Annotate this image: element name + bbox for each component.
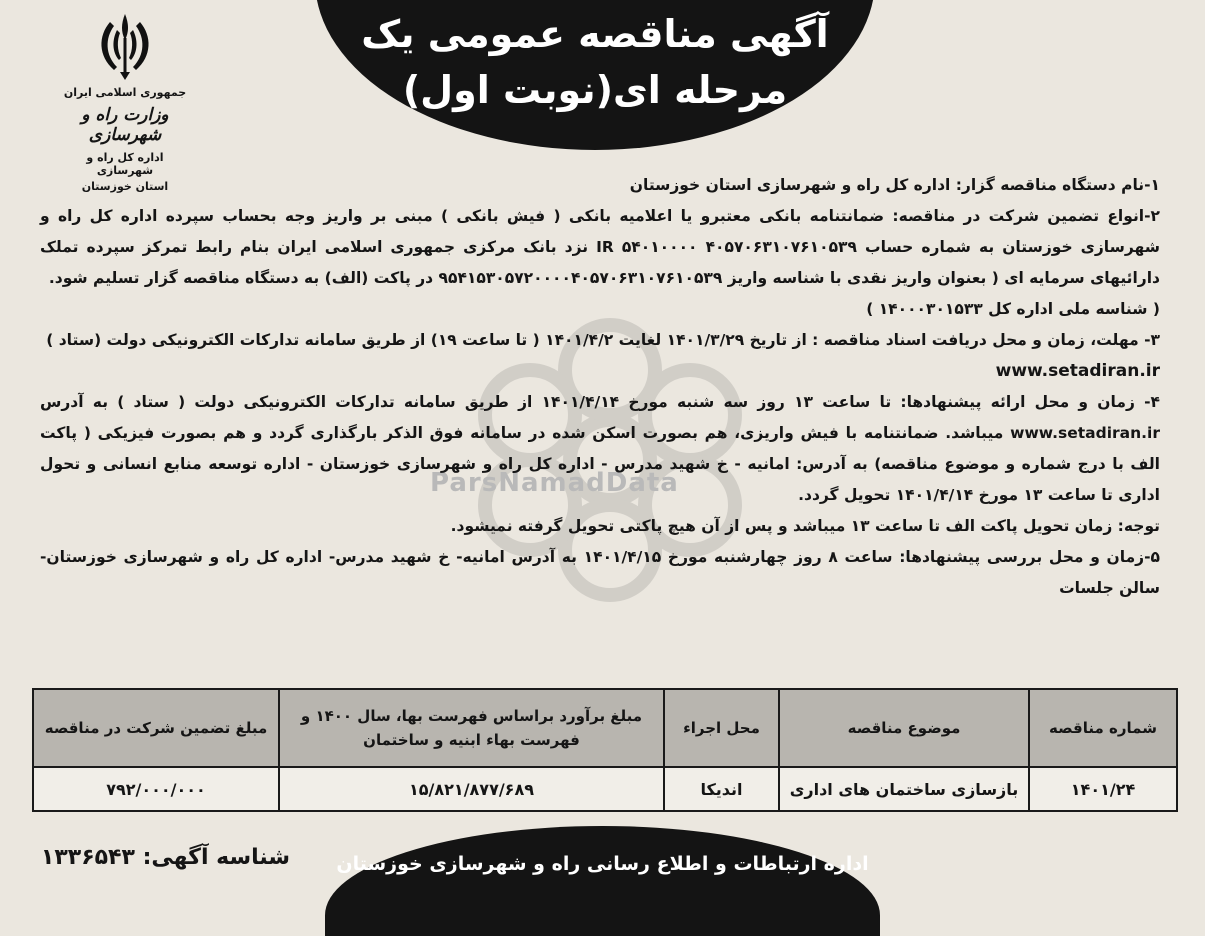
ad-id: شناسه آگهی: ۱۳۳۶۵۴۳ [40,845,290,870]
watermark-text: ParsNamadData [430,468,679,498]
item-national-id: ( شناسه ملی اداره کل ۱۴۰۰۰۳۰۱۵۳۳ ) [866,300,1160,318]
item-documents: ۳- مهلت، زمان و محل دریافت اسناد مناقصه : از تاریخ ۱۴۰۱/۳/۲۹ لغایت ۱۴۰۱/۴/۲ ( تا ساعت ۱۹) از طریق سامانه تدارکات الکترونیکی دولت (ستاد ) [46,331,1160,349]
header-tender-number: شماره مناقصه [1029,689,1177,767]
item-note: توجه: زمان تحویل پاکت الف تا ساعت ۱۳ میباشد و پس از آن هیچ پاکتی تحویل گرفته نمیشود. [450,517,1160,535]
item-submission: ۴- زمان و محل ارائه پیشنهادها: تا ساعت ۱۳ روز سه شنبه مورخ ۱۴۰۱/۴/۱۴ از طریق سامانه تدارکات الکترونیکی دولت ( ستاد ) به آدرس www.setadiran.ir میباشد. ضمانتنامه با فیش واریزی، هم بصورت اسکن شده در سامانه فوق الذکر بارگذاری گردد و هم بصورت فیزیکی ( پاکت الف با درج شماره و موضوع مناقصه) به آدرس: امانیه - خ شهید مدرس - اداره کل راه و شهرسازی خوزستان - اداره توسعه منابع انسانی و تحول اداری تا ساعت ۱۳ مورخ ۱۴۰۱/۴/۱۴ تحویل گردد. [40,393,1160,504]
ad-title-line1: آگهی مناقصه عمومی یک [361,12,829,56]
item-opening: ۵-زمان و محل بررسی پیشنهادها: ساعت ۸ روز چهارشنبه مورخ ۱۴۰۱/۴/۱۵ به آدرس امانیه- خ شهید مدرس- اداره کل راه و شهرسازی خوزستان- سالن جلسات [40,548,1160,597]
iran-emblem-icon [90,10,160,82]
cell-tender-subject: بازسازی ساختمان های اداری [779,767,1029,811]
ad-title-line2: مرحله ای(نوبت اول) [402,68,788,112]
logo-country: جمهوری اسلامی ایران [63,86,187,99]
footer-publisher: اداره ارتباطات و اطلاع رسانی راه و شهرسازی خوزستان [336,853,869,875]
table-row [33,767,1177,811]
ad-title [330,6,860,118]
cell-estimate: ۱۵/۸۲۱/۸۷۷/۶۸۹ [279,767,664,811]
header-guarantee: مبلغ تضمین شرکت در مناقصه [33,689,279,767]
footer-banner [325,826,880,936]
header-location: محل اجراء [664,689,779,767]
logo-ministry: وزارت راه و شهرسازی [81,105,169,145]
item-organizer: ۱-نام دستگاه مناقصه گزار: اداره کل راه و شهرسازی استان خوزستان [629,176,1160,194]
item-documents-url[interactable]: www.setadiran.ir [995,361,1160,381]
header-tender-subject: موضوع مناقصه [779,689,1029,767]
cell-tender-number: ۱۴۰۱/۲۴ [1029,767,1177,811]
logo-province: استان خوزستان [81,180,169,193]
ministry-logo [60,10,190,193]
header-estimate: مبلغ برآورد براساس فهرست بها، سال ۱۴۰۰ و فهرست بهاء ابنیه و ساختمان [279,689,664,767]
table-header-row [33,689,1177,767]
logo-department: اداره کل راه و شهرسازی [86,151,164,177]
ad-body [40,170,1160,604]
cell-location: اندیکا [664,767,779,811]
cell-guarantee: ۷۹۲/۰۰۰/۰۰۰ [33,767,279,811]
item-guarantee: ۲-انواع تضمین شرکت در مناقصه: ضمانتنامه بانکی معتبرو یا اعلامیه بانکی ( فیش بانکی ) مبنی بر واریز وجه بحساب سپرده اداره کل راه و شهرسازی خوزستان به شماره حساب ۴۰۵۷۰۶۳۱۰۷۶۱۰۵۳۹ IR ۵۴۰۱۰۰۰۰ نزد بانک مرکزی جمهوری اسلامی ایران بنام رابط تمرکز سپرده تملک دارائیهای سرمایه ای ( بعنوان واریز نقدی با شناسه واریز ۹۵۴۱۵۳۰۵۷۲۰۰۰۰۴۰۵۷۰۶۳۱۰۷۶۱۰۵۳۹ در پاکت (الف) به دستگاه مناقصه گزار تسلیم شود. [40,207,1160,287]
tender-table [32,688,1178,812]
